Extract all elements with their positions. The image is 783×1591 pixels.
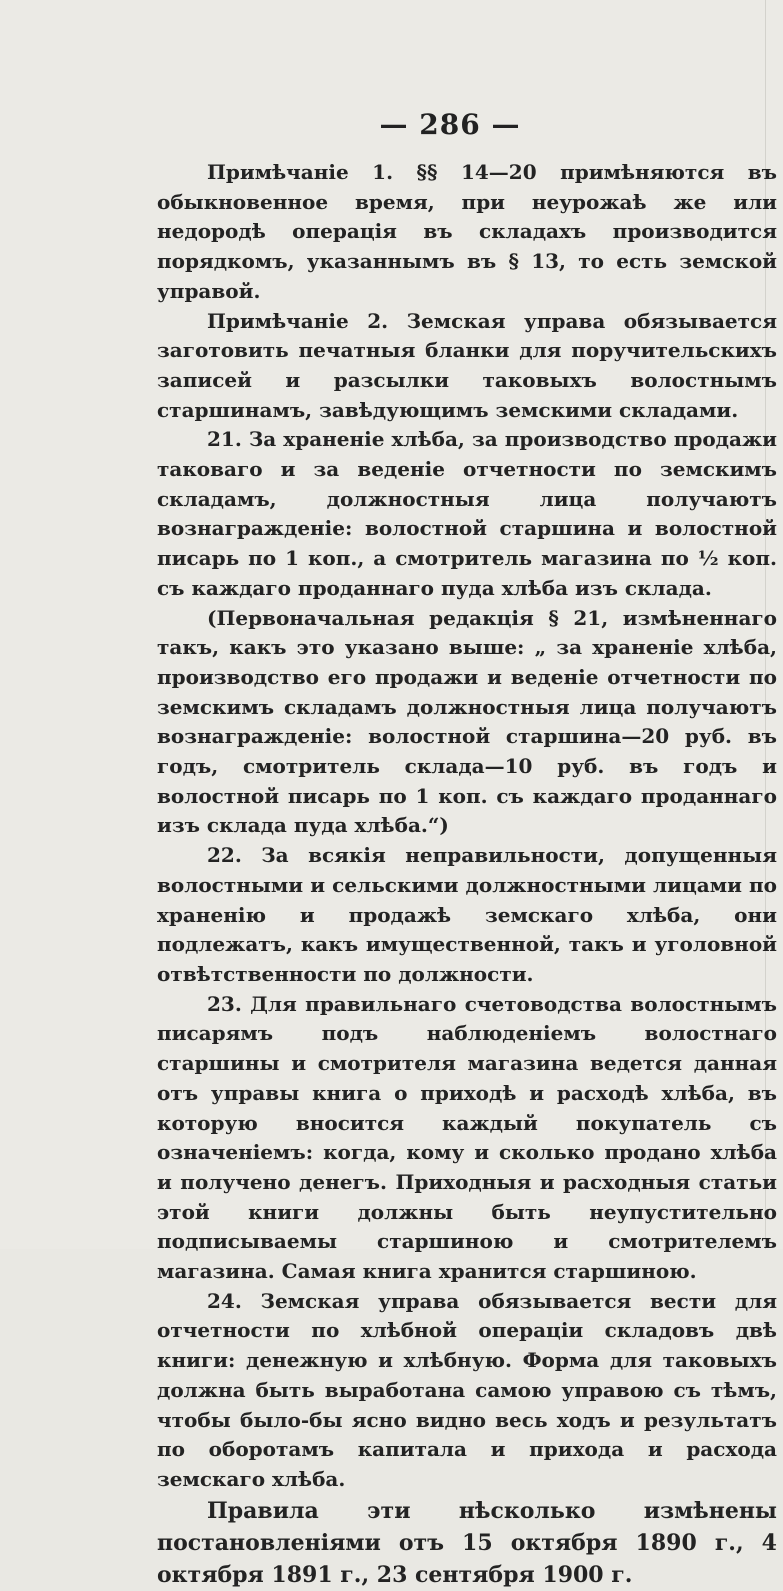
article-21: 21. За храненіе хлѣба, за производство продажи таковаго и за веденіе отчетности по земскимъ складамъ, должностныя лица получаютъ вознагражденіе: волостной старшина и волостной писарь по 1 коп., а смотритель магазина по ½ коп. съ каждаго проданнаго пуда хлѣба изъ склада. xyxy=(157,427,777,600)
page-number: — 286 — xyxy=(379,108,521,141)
article-24: 24. Земская управа обязывается вести для отчетности по хлѣбной операціи складовъ двѣ книги: денежную и хлѣбную. Форма для таковыхъ должна быть выработана самою управою съ тѣмъ, чтобы было-бы ясно видно весь ходъ и результатъ по оборотамъ капитала и прихода и расхода земскаго хлѣба. xyxy=(157,1288,777,1491)
note-1: Примѣчаніе 1. §§ 14—20 примѣняются въ обыкновенное время, при неурожаѣ же или недородѣ операція въ складахъ производится порядкомъ, указаннымъ въ § 13, то есть земской управой. xyxy=(157,160,777,303)
closing-note: Правила эти нѣсколько измѣнены постановленіями отъ 15 октября 1890 г., 4 октября 1891 г., 23 сентября 1900 г. xyxy=(157,1497,777,1588)
note-2: Примѣчаніе 2. Земская управа обязывается заготовить печатныя бланки для поручительскихъ записей и разсылки таковыхъ волостнымъ старшинамъ, завѣдующимъ земскими складами. xyxy=(157,308,777,422)
body-text xyxy=(157,158,777,1591)
article-22: 22. За всякія неправильности, допущенныя волостными и сельскими должностными лицами по храненію и продажѣ земскаго хлѣба, они подлежатъ, какъ имущественной, такъ и уголовной отвѣтственности по должности. xyxy=(157,843,777,986)
original-edition-21: (Первоначальная редакція § 21, измѣненнаго такъ, какъ это указано выше: „ за храненіе хлѣба, производство его продажи и веденіе отчетности по земскимъ складамъ должностныя лица получаютъ вознагражденіе: волостной старшина—20 руб. въ годъ, смотритель склада—10 руб. въ годъ и волостной писарь по 1 коп. съ каждаго проданнаго изъ склада пуда хлѣба.“) xyxy=(157,605,777,838)
article-23: 23. Для правильнаго счетоводства волостнымъ писарямъ подъ наблюденіемъ волостнаго старшины и смотрителя магазина ведется данная отъ управы книга о приходѣ и расходѣ хлѣба, въ которую вносится каждый покупатель съ означеніемъ: когда, кому и сколько продано хлѣба и получено денегъ. Приходныя и расходныя статьи этой книги должны быть неупустительно подписываемы старшиною и смотрителемъ магазина. Самая книга хранится старшиною. xyxy=(157,991,777,1284)
